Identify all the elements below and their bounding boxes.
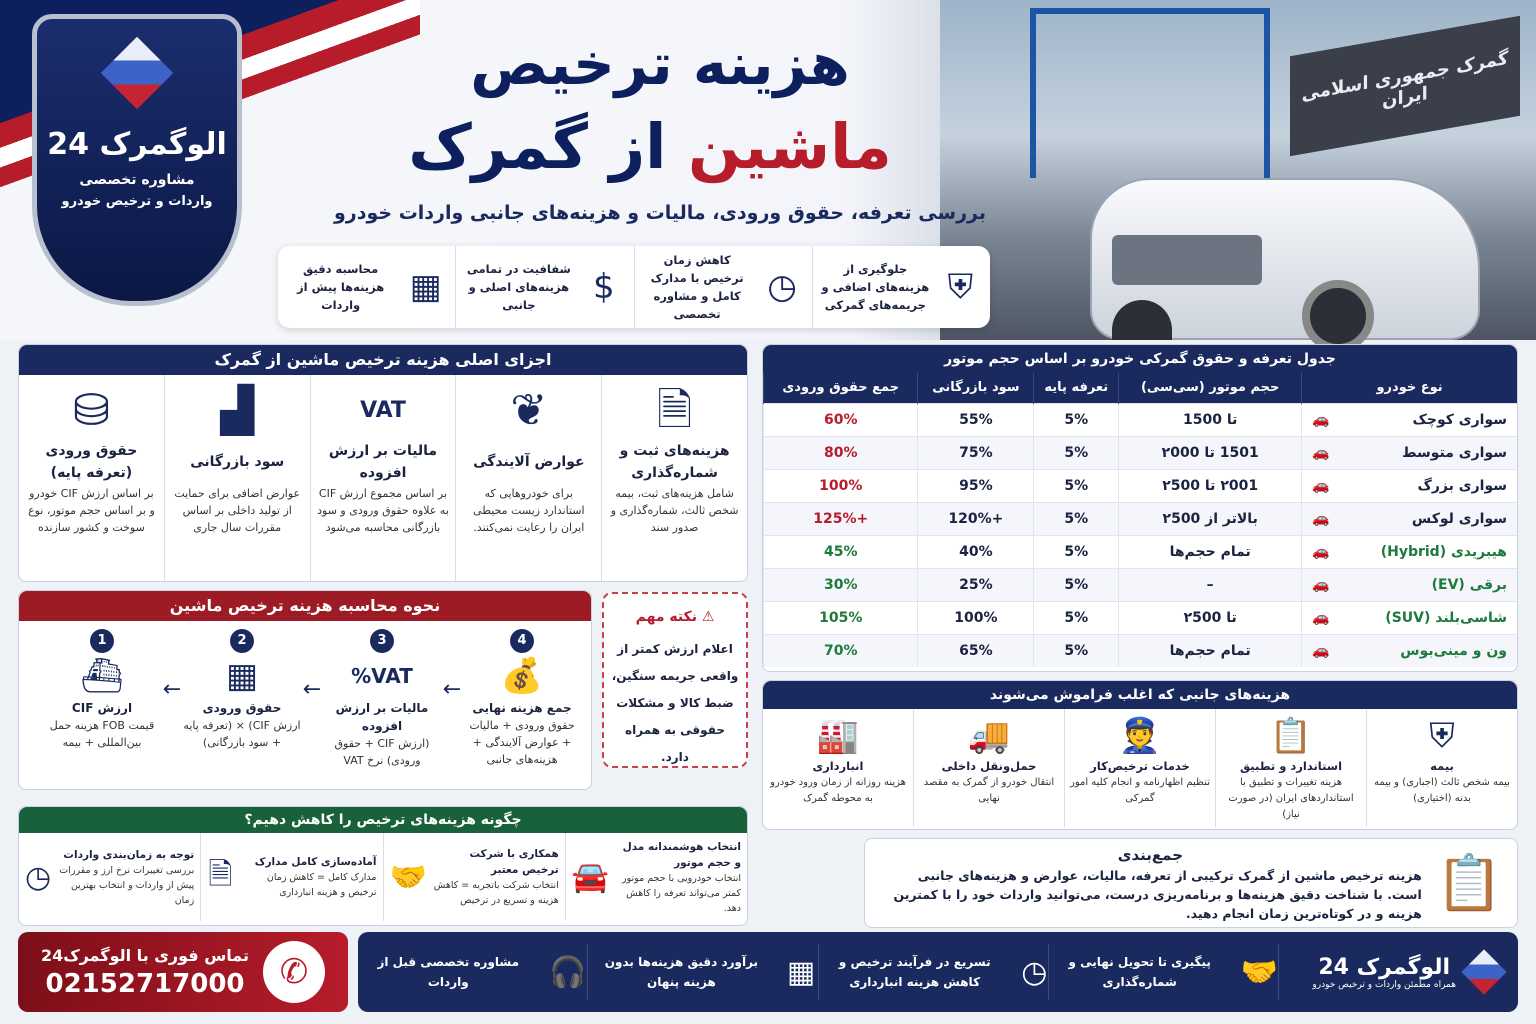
officer-icon: 👮 bbox=[1118, 716, 1162, 756]
footer-brand-tagline: همراه مطمئن واردات و ترخیص خودرو bbox=[1312, 979, 1456, 990]
component-desc: عوارض اضافی برای حمایت از تولید داخلی بر اساس مقررات سال جاری bbox=[174, 487, 301, 534]
step-number: 2 bbox=[230, 629, 254, 653]
table-cell: 5% bbox=[1034, 502, 1119, 535]
vehicle-type: سواری بزرگ bbox=[1417, 477, 1507, 494]
side-cost-item bbox=[1215, 709, 1366, 827]
arrow-left-icon: ← bbox=[302, 677, 322, 702]
table-cell bbox=[1302, 601, 1517, 634]
vehicle-type: سواری لوکس bbox=[1411, 510, 1507, 527]
table-cell bbox=[1302, 502, 1517, 535]
calculation-title: نحوه محاسبه هزینه ترخیص ماشین bbox=[19, 591, 591, 621]
side-cost-item bbox=[913, 709, 1064, 827]
brand-logo-icon bbox=[101, 37, 173, 109]
side-cost-item bbox=[1366, 709, 1517, 827]
calc-step bbox=[323, 629, 441, 769]
reduce-costs-title: چگونه هزینه‌های ترخیص را کاهش دهیم؟ bbox=[19, 807, 747, 833]
feature-item bbox=[455, 246, 633, 328]
phone-icon: ✆ bbox=[263, 941, 325, 1003]
table-cell: تا ۲500 bbox=[1119, 601, 1302, 634]
tip-title: انتخاب هوشمندانه مدل و حجم موتور bbox=[622, 840, 741, 869]
reduce-tip bbox=[383, 833, 565, 921]
table-row bbox=[764, 568, 1518, 601]
vehicle-type: سواری متوسط bbox=[1401, 444, 1507, 461]
title-word-customs: از گمرک bbox=[408, 110, 667, 183]
table-cell: 5% bbox=[1034, 469, 1119, 502]
table-cell bbox=[1302, 403, 1517, 436]
reduce-tip bbox=[200, 833, 382, 921]
calculator-icon: ▦ bbox=[409, 267, 442, 307]
table-cell: 5% bbox=[1034, 535, 1119, 568]
table-cell: +125% bbox=[764, 502, 918, 535]
column-header: نوع خودرو bbox=[1302, 373, 1517, 403]
table-cell: 25% bbox=[918, 568, 1034, 601]
vehicle-type: ون و مینی‌بوس bbox=[1400, 642, 1507, 659]
side-cost-title: بیمه bbox=[1430, 759, 1454, 773]
bar-chart-icon: ▟ bbox=[220, 385, 255, 436]
note-title bbox=[610, 602, 740, 632]
coins-icon: ⛁ bbox=[72, 385, 110, 436]
side-cost-title: انبارداری bbox=[812, 759, 864, 773]
tariff-table-title: جدول تعرفه و حقوق گمرکی خودرو بر اساس حجم موتور bbox=[763, 345, 1517, 373]
vehicle-icon: 🚗 bbox=[1312, 609, 1330, 626]
component-import-duty bbox=[19, 375, 164, 581]
table-cell: 40% bbox=[918, 535, 1034, 568]
table-cell: 55% bbox=[918, 403, 1034, 436]
footer-item-text: مشاوره تخصصی قبل از واردات bbox=[377, 955, 520, 989]
step-desc: ارزش CIF) × (تعرفه پایه + سود بازرگانی) bbox=[183, 719, 301, 749]
tip-title: همکاری با شرکت ترخیص معتبر bbox=[469, 848, 559, 876]
dollar-icon: $ bbox=[593, 267, 615, 307]
table-cell: 80% bbox=[764, 436, 918, 469]
side-cost-desc: تنظیم اظهارنامه و انجام کلیه امور گمرکی bbox=[1069, 777, 1210, 804]
table-cell: 5% bbox=[1034, 436, 1119, 469]
calculator-icon: ▦ bbox=[786, 954, 816, 990]
table-row bbox=[764, 535, 1518, 568]
cost-components-title: اجزای اصلی هزینه ترخیص ماشین از گمرک bbox=[19, 345, 747, 375]
table-cell: بالاتر از ۲500 bbox=[1119, 502, 1302, 535]
table-cell bbox=[1302, 469, 1517, 502]
crane-graphic bbox=[1030, 8, 1270, 178]
footer-item-text: تسریع در فرآیند ترخیص و کاهش هزینه انبارداری bbox=[838, 955, 991, 989]
calculator-icon: ▦ bbox=[225, 656, 259, 696]
contact-label: تماس فوری با الوگمرک24 bbox=[40, 945, 250, 965]
table-cell: 1501 تا ۲000 bbox=[1119, 436, 1302, 469]
contact-box[interactable] bbox=[18, 932, 348, 1012]
feature-text: شفافیت در تمامی هزینه‌های اصلی و جانبی bbox=[466, 262, 571, 312]
table-cell: ۲001 تا ۲500 bbox=[1119, 469, 1302, 502]
component-title: سود بازرگانی bbox=[190, 454, 285, 470]
footer-item bbox=[358, 944, 587, 1000]
table-cell: تمام حجم‌ها bbox=[1119, 634, 1302, 667]
summary-text: هزینه ترخیص ماشین از گمرک ترکیبی از تعرفه، مالیات، عوارض و هزینه‌های جانبی است. با شناخت دقیق هزینه‌ها و برنامه‌ریزی درست، می‌توانید واردات خود را با کمترین هزینه و در کوتاه‌ترین زمان انجام دهید. bbox=[893, 867, 1422, 921]
tariff-table-panel bbox=[762, 344, 1518, 672]
summary-title: جمع‌بندی bbox=[1117, 845, 1184, 864]
arrow-left-icon: ← bbox=[162, 677, 182, 702]
side-cost-title: استاندارد و تطبیق bbox=[1239, 759, 1343, 773]
calc-step bbox=[183, 629, 301, 751]
headset-icon: 🎧 bbox=[549, 954, 587, 990]
table-cell: 100% bbox=[764, 469, 918, 502]
leaf-icon: ❦ bbox=[510, 385, 548, 436]
step-number: 3 bbox=[370, 629, 394, 653]
note-title-text: نکته مهم bbox=[635, 609, 697, 625]
feature-item bbox=[634, 246, 812, 328]
side-cost-title: حمل‌ونقل داخلی bbox=[941, 759, 1037, 773]
component-title: حقوق ورودی (تعرفه پایه) bbox=[45, 443, 138, 481]
footer-brand-name: الوگمرک 24 bbox=[1318, 954, 1450, 980]
step-number: 1 bbox=[90, 629, 114, 653]
cost-components-panel bbox=[18, 344, 748, 582]
table-cell: 95% bbox=[918, 469, 1034, 502]
component-title: هزینه‌های ثبت و شماره‌گذاری bbox=[619, 443, 730, 481]
vehicle-icon: 🚗 bbox=[1312, 477, 1330, 494]
shield-check-icon: ⛨ bbox=[947, 267, 974, 307]
vehicle-icon: 🚗 bbox=[1312, 642, 1330, 659]
feature-item bbox=[812, 246, 990, 328]
contact-phone[interactable]: 02152717000 bbox=[45, 968, 245, 999]
step-title: جمع هزینه نهایی bbox=[472, 701, 572, 715]
table-cell: – bbox=[1119, 568, 1302, 601]
footer-item bbox=[587, 944, 817, 1000]
tariff-table bbox=[763, 373, 1517, 667]
footer-item-text: پیگیری تا تحویل نهایی و شماره‌گذاری bbox=[1068, 955, 1211, 989]
vat-icon: VAT bbox=[360, 398, 406, 423]
ship-icon: ⛴ bbox=[80, 656, 124, 696]
summary-panel bbox=[864, 838, 1518, 928]
table-row bbox=[764, 502, 1518, 535]
tip-title: آماده‌سازی کامل مدارک bbox=[254, 856, 377, 868]
table-cell: 60% bbox=[764, 403, 918, 436]
document-icon: 🗎 bbox=[656, 385, 693, 436]
side-cost-desc: هزینه تغییرات و تطبیق با استانداردهای ایران (در صورت نیاز) bbox=[1228, 777, 1354, 820]
table-cell: 75% bbox=[918, 436, 1034, 469]
table-cell: 5% bbox=[1034, 634, 1119, 667]
title-word-car: ماشین bbox=[688, 110, 892, 183]
step-desc: (ارزش CIF + حقوق ورودی) نرخ VAT bbox=[334, 737, 430, 767]
table-row bbox=[764, 634, 1518, 667]
tip-desc: بررسی تغییرات نرخ ارز و مقررات پیش از واردات و انتخاب بهترین زمان bbox=[59, 864, 195, 906]
feature-text: محاسبه دقیق هزینه‌ها پیش از واردات bbox=[297, 262, 385, 312]
table-row bbox=[764, 469, 1518, 502]
tip-desc: انتخاب شرکت باتجربه = کاهش هزینه و تسریع در ترخیص bbox=[433, 880, 559, 906]
table-row bbox=[764, 403, 1518, 436]
brand-name: الوگمرک 24 bbox=[47, 127, 227, 162]
footer-item bbox=[1048, 944, 1278, 1000]
table-row bbox=[764, 436, 1518, 469]
component-desc: برای خودروهایی که استاندارد زیست محیطی ایران را رعایت نمی‌کنند. bbox=[473, 487, 585, 534]
clipboard-list-icon: 📋 bbox=[1435, 851, 1503, 914]
page-title-line2 bbox=[340, 110, 960, 183]
vat-icon: VAT% bbox=[351, 664, 413, 688]
arrow-left-icon: ← bbox=[442, 677, 462, 702]
step-number: 4 bbox=[510, 629, 534, 653]
calc-step bbox=[43, 629, 161, 751]
side-cost-item bbox=[1064, 709, 1215, 827]
brand-tagline: مشاوره تخصصی bbox=[79, 172, 195, 188]
note-text: اعلام ارزش کمتر از واقعی جریمه سنگین، ضبط کالا و مشکلات حقوقی به همراه دارد. bbox=[611, 642, 739, 764]
footer-bar bbox=[358, 932, 1518, 1012]
step-desc: قیمت FOB هزینه حمل بین‌المللی + بیمه bbox=[49, 719, 155, 749]
feature-text: کاهش زمان ترخیص با مدارک کامل و مشاوره تخصصی bbox=[650, 253, 744, 321]
table-cell bbox=[1302, 634, 1517, 667]
page-title-line1: هزینه ترخیص bbox=[470, 30, 850, 98]
reduce-tip bbox=[19, 833, 200, 921]
brand-tagline-2: واردات و ترخیص خودرو bbox=[61, 194, 213, 209]
car-image bbox=[1090, 178, 1480, 340]
side-cost-item bbox=[763, 709, 913, 827]
component-desc: شامل هزینه‌های ثبت، بیمه شخص ثالث، شماره‌گذاری و صدور سند bbox=[610, 487, 739, 534]
table-cell bbox=[1302, 568, 1517, 601]
clock-icon: ◷ bbox=[1021, 954, 1048, 990]
step-desc: حقوق ورودی + مالیات + عوارض آلایندگی + هزینه‌های جانبی bbox=[469, 719, 575, 766]
table-cell bbox=[1302, 436, 1517, 469]
table-cell: 5% bbox=[1034, 601, 1119, 634]
vehicle-icon: 🚗 bbox=[1312, 576, 1330, 593]
vehicle-icon: 🚗 bbox=[1312, 510, 1330, 527]
footer-brand bbox=[1278, 944, 1518, 1000]
side-cost-desc: هزینه روزانه از زمان ورود خودرو به محوطه گمرک bbox=[770, 777, 906, 804]
table-cell: 45% bbox=[764, 535, 918, 568]
column-header: تعرفه پایه bbox=[1034, 373, 1119, 403]
step-title: مالیات بر ارزش افزوده bbox=[335, 701, 429, 733]
warning-icon: ⚠ bbox=[701, 609, 715, 625]
clipboard-check-icon: 📋 bbox=[1269, 716, 1313, 756]
side-costs-panel bbox=[762, 680, 1518, 830]
clock-icon: ◷ bbox=[25, 859, 52, 895]
reduce-tip bbox=[565, 833, 747, 921]
handshake-icon: 🤝 bbox=[389, 859, 427, 895]
component-commercial-profit bbox=[164, 375, 310, 581]
brand-shield bbox=[32, 14, 242, 306]
shield-check-icon: ⛨ bbox=[1429, 716, 1455, 756]
handshake-icon: 🤝 bbox=[1240, 954, 1278, 990]
vehicle-type: شاسی‌بلند (SUV) bbox=[1385, 609, 1507, 626]
side-costs-title: هزینه‌های جانبی که اغلب فراموش می‌شوند bbox=[763, 681, 1517, 709]
vehicle-icon: 🚗 bbox=[1312, 411, 1330, 428]
reduce-costs-panel bbox=[18, 806, 748, 926]
truck-icon: 🚚 bbox=[967, 716, 1011, 756]
side-cost-desc: بیمه شخص ثالث (اجباری) و بیمه بدنه (اختیاری) bbox=[1374, 777, 1510, 804]
calculation-panel bbox=[18, 590, 592, 790]
table-cell: 5% bbox=[1034, 403, 1119, 436]
table-row bbox=[764, 601, 1518, 634]
column-header: حجم موتور (سی‌سی) bbox=[1119, 373, 1302, 403]
footer-item bbox=[818, 944, 1048, 1000]
important-note bbox=[602, 592, 748, 768]
vehicle-type: برقی (EV) bbox=[1431, 576, 1507, 593]
table-cell: 70% bbox=[764, 634, 918, 667]
step-title: ارزش CIF bbox=[71, 701, 133, 715]
vehicle-type: هیبریدی (Hybrid) bbox=[1380, 543, 1507, 560]
component-title: مالیات بر ارزش افزوده bbox=[328, 443, 438, 481]
page-subtitle: بررسی تعرفه، حقوق ورودی، مالیات و هزینه‌های جانبی واردات خودرو bbox=[333, 202, 986, 224]
table-cell: +120% bbox=[918, 502, 1034, 535]
component-registration bbox=[601, 375, 747, 581]
column-header: جمع حقوق ورودی bbox=[764, 373, 918, 403]
feature-item bbox=[278, 246, 455, 328]
table-cell bbox=[1302, 535, 1517, 568]
feature-strip bbox=[278, 246, 990, 328]
table-cell: تمام حجم‌ها bbox=[1119, 535, 1302, 568]
component-desc: بر اساس ارزش CIF خودرو و بر اساس حجم موتور، نوع سوخت و کشور سازنده bbox=[28, 487, 155, 534]
table-cell: 30% bbox=[764, 568, 918, 601]
vehicle-icon: 🚗 bbox=[1312, 444, 1330, 461]
vehicle-icon: 🚗 bbox=[1312, 543, 1330, 560]
step-title: حقوق ورودی bbox=[202, 701, 282, 715]
table-cell: تا 1500 bbox=[1119, 403, 1302, 436]
customs-sign: گمرک جمهوری اسلامی ایران bbox=[1290, 16, 1520, 157]
table-cell: 105% bbox=[764, 601, 918, 634]
brand-logo-icon bbox=[1461, 949, 1506, 994]
footer-item-text: برآورد دقیق هزینه‌ها بدون هزینه پنهان bbox=[604, 955, 759, 989]
side-cost-title: خدمات ترخیص‌کار bbox=[1090, 759, 1190, 773]
column-header: سود بازرگانی bbox=[918, 373, 1034, 403]
vehicle-type: سواری کوچک bbox=[1412, 411, 1507, 428]
component-emission bbox=[455, 375, 601, 581]
calc-step bbox=[463, 629, 581, 768]
feature-text: جلوگیری از هزینه‌های اضافی و جریمه‌های گمرکی bbox=[821, 262, 930, 312]
document-check-icon: 🗎 bbox=[208, 856, 233, 892]
component-title: عوارض آلایندگی bbox=[473, 454, 585, 470]
table-cell: 100% bbox=[918, 601, 1034, 634]
money-bag-icon: 💰 bbox=[500, 656, 544, 696]
table-cell: 5% bbox=[1034, 568, 1119, 601]
car-icon: 🚘 bbox=[571, 859, 610, 895]
tip-desc: انتخاب خودرویی با حجم موتور کمتر می‌تواند تعرفه را کاهش دهد. bbox=[622, 872, 741, 914]
component-desc: بر اساس مجموع ارزش CIF به علاوه حقوق ورودی و سود بازرگانی محاسبه می‌شود bbox=[317, 487, 449, 534]
tip-title: توجه به زمان‌بندی واردات bbox=[63, 848, 195, 861]
table-cell: 65% bbox=[918, 634, 1034, 667]
warehouse-icon: 🏭 bbox=[816, 716, 860, 756]
component-vat bbox=[310, 375, 456, 581]
clock-icon: ◷ bbox=[767, 267, 797, 307]
side-cost-desc: انتقال خودرو از گمرک به مقصد نهایی bbox=[923, 777, 1055, 804]
tip-desc: مدارک کامل = کاهش زمان ترخیص و هزینه انبارداری bbox=[266, 872, 377, 898]
